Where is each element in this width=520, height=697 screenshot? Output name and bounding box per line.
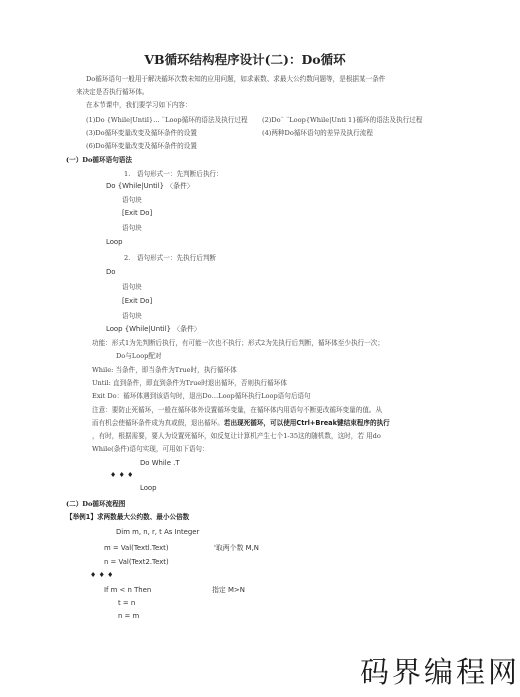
ellipsis-bullets-1: ♦ ♦ ♦ [110,471,134,479]
intro-line-1: Do循环语句一般用于解决循环次数未知的应用问题，如求素数、求最大公约数问题等，是根据某一条件 [86,75,386,83]
learn-heading: 在本节课中，我们要学习如下内容： [86,101,192,109]
goal-2: (2)Do¨ ¨Loop{While|Unti 1}循环的语法及执行过程 [262,116,423,124]
form2-heading: 2. 语句形式一：先执行后判断 [124,254,217,262]
function-line-2: Do与Loop配对 [116,352,162,360]
section-heading-1: (一）Do循环语句语法 [66,156,132,164]
intro-line-2: 来决定是否执行循环体。 [76,88,149,96]
note-line-4: While(条件)语句实现，可用如下语句： [92,445,209,453]
ellipsis-bullets-2: ♦ ♦ ♦ [90,571,114,579]
goal-1: (1)Do {While|Until}… ¨Loop循环的语法及执行过程 [86,116,248,124]
exit-do-description: Exit Do：循环体遇到该语句时，退出Do…Loop循环执行Loop语句后语句 [92,392,311,400]
loop-code: Loop [140,484,157,492]
goal-5: (6)Do循环变量改变及循环条件的设置 [86,142,197,150]
form1-statement-block-2: 语句块 [122,224,142,232]
code-assign-m: m = Val(Textl.Text) [104,544,169,552]
form1-loop-line: Loop [106,238,123,246]
note-highlight-2: 执行 [376,419,390,427]
form2-statement-block-2: 语句块 [122,312,142,320]
form2-do-line: Do [106,268,116,276]
form1-heading: 1. 语句形式一：先判断后执行： [124,170,223,178]
note-line-2: 而有机会使循环条件成为真或假，退出循环。若出现死循环，可以使用Ctrl+Break键结束程序的执行 [92,419,390,427]
form1-exit-do: [Exit Do] [122,209,153,217]
watermark-logo: 码界编程网 [360,655,520,689]
example-1-heading: 【举例1】求两数最大公约数、最小公倍数 [66,513,190,521]
note-line-1: 注意：要防止死循环，一般在循环体外设置循环变量，在循环体内用语句不断更改循环变量的值。从 [92,406,383,414]
code-comment-1: '取两个数 M,N [214,544,259,552]
form2-exit-do: [Exit Do] [122,297,153,305]
form2-loop-line: Loop {While|Until} 〈条件〉 [106,325,201,333]
code-comment-2: 指定 M>N [212,586,245,594]
page-title: VB循环结构程序设计(二)：Do循环 [144,52,346,67]
note-highlight: 若出现死循环，可以使用Ctrl+Break键结束程序的 [223,419,377,427]
goal-4: (4)两种Do循环语句的差异及执行流程 [262,129,373,137]
code-assign-n: n = Val(Text2.Text) [104,558,169,566]
code-assign-t: t = n [118,599,136,607]
code-assign-n-m: n = m [118,612,140,620]
form1-statement-block-1: 语句块 [122,196,142,204]
while-description: While: 当条件，即当条件为True时，执行循环体 [92,366,237,374]
code-dim: Dim m, n, r, t As Integer [116,528,200,536]
form1-do-line: Do {While|Until} 〈条件〉 [106,182,194,190]
form2-statement-block-1: 语句块 [122,283,142,291]
until-description: Until: 直到条件，即直到条件为True时退出循环，否则执行循环体 [92,379,287,387]
section-heading-2: (二）Do循环流程图 [66,500,126,508]
function-line-1: 功能：形式1为先判断后执行，有可能一次也不执行；形式2为先执行后判断，循环体至少执行一次； [92,339,384,347]
code-if: If m < n Then [104,586,152,594]
note-line-3: ，有时，根据需要，要人为设置死循环，如反复让计算机产生七个1-35这的随机数，这时，若 用do [92,432,381,440]
do-while-code: Do While .T [140,459,180,467]
goal-3: (3)Do循环变量改变及循环条件的设置 [86,129,197,137]
